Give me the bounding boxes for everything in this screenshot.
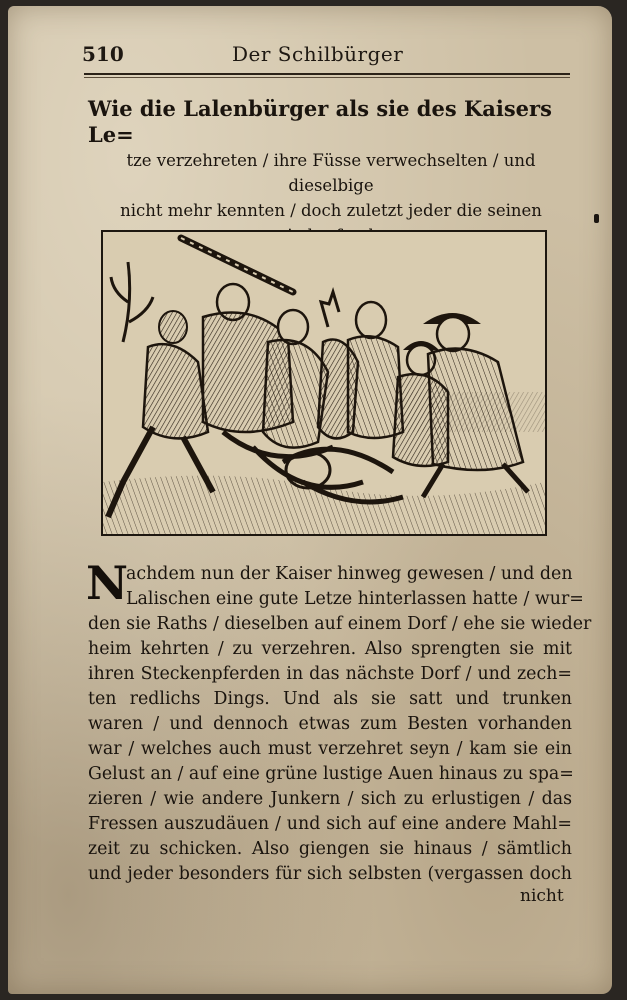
header-rule [84,73,570,75]
header-rule-thin [84,77,570,78]
woodcut-illustration [101,230,547,536]
body-text [86,556,592,887]
text-line: zieren / wie andere Junkern / sich zu erlustigen / das [88,789,572,809]
text-line: Gelust an / auf eine grüne lustige Auen hinaus zu spa= [88,764,574,784]
drop-cap: N [86,556,129,610]
text-line: zeit zu schicken. Also giengen sie hinaus / sämtlich [88,839,572,859]
heading-line-3: nicht mehr kennten / doch zuletzt jeder die seinen [120,201,542,220]
woodcut-drawing [103,232,545,534]
running-title: Der Schilbürger [232,42,404,66]
catchword: nicht [520,886,564,906]
text-line: heim kehrten / zu verzehren. Also sprengten sie mit [88,639,572,659]
text-line: Fressen auszudäuen / und sich auf eine andere Mahl= [88,814,572,834]
heading-line-1: Wie die Lalenbürger als sie des Kaisers Le= [88,96,552,147]
text-line: ihren Steckenpferden in das nächste Dorf / und zech= [88,664,572,684]
text-line: den sie Raths / dieselben auf einem Dorf / ehe sie wieder [88,614,592,634]
text-line: waren / und dennoch etwas zum Besten vorhanden [88,714,572,734]
page-number: 510 [82,42,124,66]
ink-spot [594,214,599,223]
text-line: und jeder besonders für sich selbsten (vergassen doch [88,864,572,884]
chapter-heading [88,96,574,248]
text-line: achdem nun der Kaiser hinweg gewesen / und den [126,564,573,584]
running-head [82,40,570,70]
text-line: ten redlichs Dings. Und als sie satt und trunken [88,689,572,709]
text-line: war / welches auch must verzehret seyn / kam sie ein [88,739,572,759]
heading-line-2: tze verzehreten / ihre Füsse verwechselten / und dieselbige [126,151,536,195]
text-line: Lalischen eine gute Letze hinterlassen hatte / wur= [126,589,584,609]
